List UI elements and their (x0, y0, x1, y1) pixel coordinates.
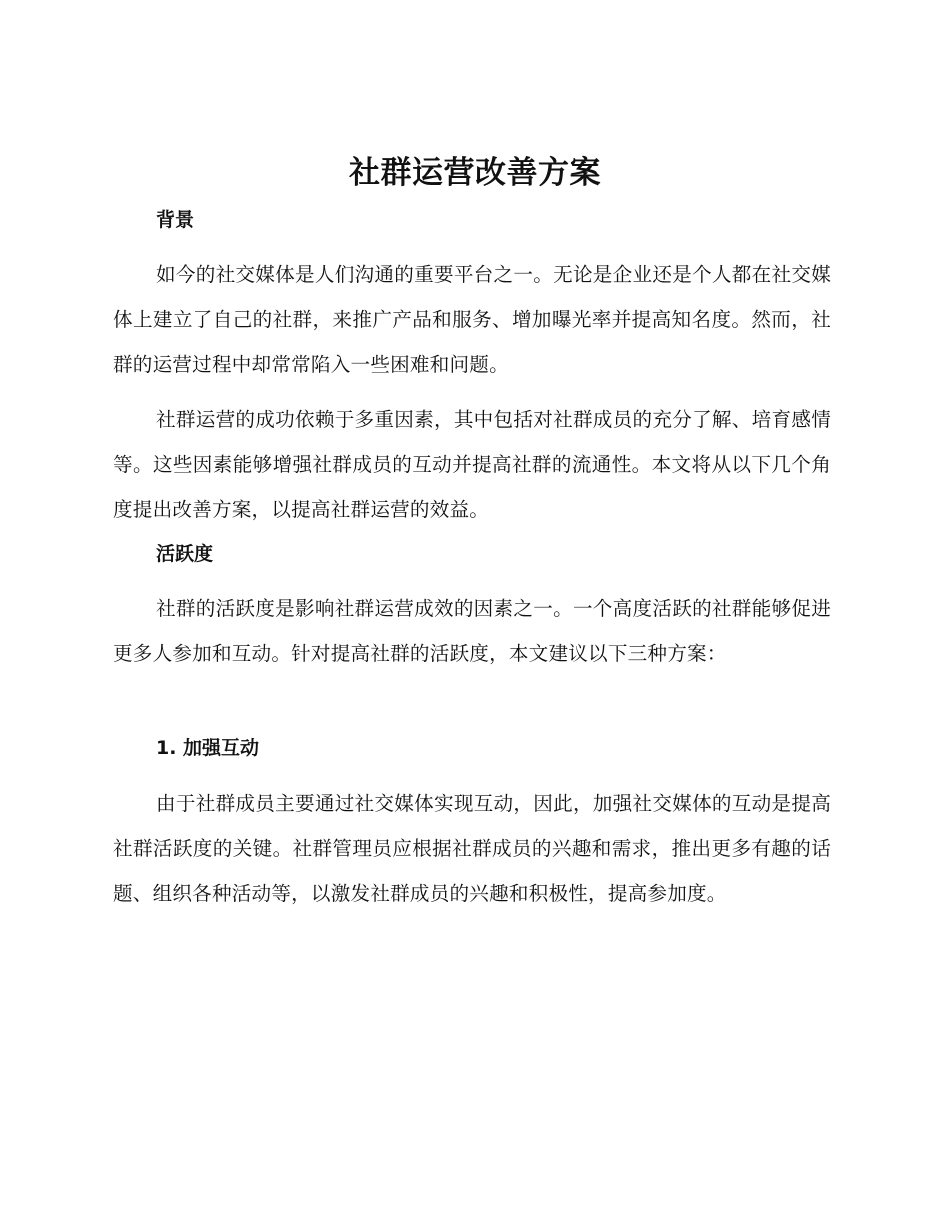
section-heading-activity: 活跃度 (156, 543, 214, 565)
paragraph-background-1: 如今的社交媒体是人们沟通的重要平台之一。无论是企业还是个人都在社交媒体上建立了自己的社群，来推广产品和服务、增加曝光率并提高知名度。然而，社群的运营过程中却常常陷入一些困难和问题。 (113, 263, 831, 376)
paragraph-strengthen-interaction-1: 由于社群成员主要通过社交媒体实现互动，因此，加强社交媒体的互动是提高社群活跃度的关键。社群管理员应根据社群成员的兴趣和需求，推出更多有趣的话题、组织各种活动等，以激发社群成员的兴趣和积极性，提高参加度。 (113, 792, 831, 905)
document-title: 社群运营改善方案 (349, 155, 601, 191)
paragraph-activity-1: 社群的活跃度是影响社群运营成效的因素之一。一个高度活跃的社群能够促进更多人参加和互动。针对提高社群的活跃度，本文建议以下三种方案： (113, 597, 831, 665)
section-heading-strengthen-interaction: 1. 加强互动 (156, 737, 260, 759)
section-heading-background: 背景 (156, 209, 195, 231)
paragraph-background-2: 社群运营的成功依赖于多重因素，其中包括对社群成员的充分了解、培育感情等。这些因素能够增强社群成员的互动并提高社群的流通性。本文将从以下几个角度提出改善方案，以提高社群运营的效益。 (113, 408, 831, 521)
